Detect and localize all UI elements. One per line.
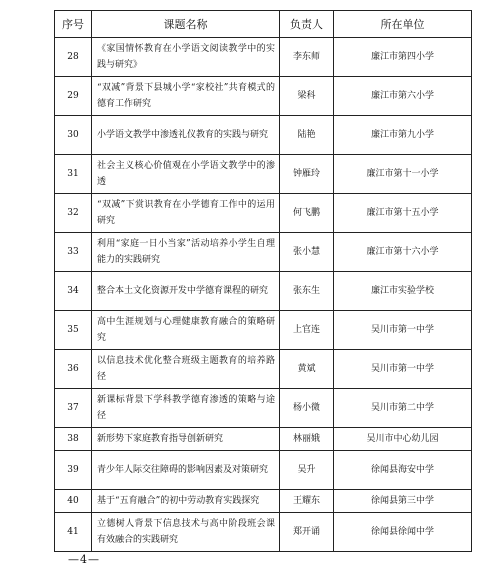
row-num: 37 bbox=[55, 389, 92, 428]
row-unit: 吴川市第一中学 bbox=[334, 311, 472, 350]
row-unit: 徐闻县海安中学 bbox=[334, 451, 472, 490]
row-title: 小学语文教学中渗透礼仪教育的实践与研究 bbox=[92, 116, 280, 155]
table-row bbox=[55, 116, 472, 155]
row-unit: 廉江市第六小学 bbox=[334, 77, 472, 116]
page-number: —4— bbox=[68, 553, 100, 566]
table-row bbox=[55, 233, 472, 272]
table-row bbox=[55, 77, 472, 116]
header-num: 序号 bbox=[55, 11, 92, 38]
table-row bbox=[55, 272, 472, 311]
row-person: 杨小微 bbox=[280, 389, 334, 428]
row-num: 31 bbox=[55, 155, 92, 194]
row-unit: 廉江市第十一小学 bbox=[334, 155, 472, 194]
table-row bbox=[55, 311, 472, 350]
row-num: 33 bbox=[55, 233, 92, 272]
row-unit: 吴川市第一中学 bbox=[334, 350, 472, 389]
header-person: 负责人 bbox=[280, 11, 334, 38]
row-title: 社会主义核心价值观在小学语文教学中的渗透 bbox=[92, 155, 280, 194]
row-unit: 吴川市中心幼儿园 bbox=[334, 428, 472, 451]
table-row bbox=[55, 490, 472, 513]
row-person: 林丽娥 bbox=[280, 428, 334, 451]
row-title: “双减”下赏识教育在小学德育工作中的运用研究 bbox=[92, 194, 280, 233]
row-num: 36 bbox=[55, 350, 92, 389]
row-num: 32 bbox=[55, 194, 92, 233]
row-num: 35 bbox=[55, 311, 92, 350]
table-row bbox=[55, 389, 472, 428]
row-unit: 吴川市第二中学 bbox=[334, 389, 472, 428]
row-person: 上官连 bbox=[280, 311, 334, 350]
table-row bbox=[55, 194, 472, 233]
row-unit: 廉江市第四小学 bbox=[334, 38, 472, 77]
row-title: 利用“家庭一日小当家”活动培养小学生自理能力的实践研究 bbox=[92, 233, 280, 272]
row-title: 立德树人背景下信息技术与高中阶段班会课有效融合的实践研究 bbox=[92, 513, 280, 552]
row-person: 吴升 bbox=[280, 451, 334, 490]
row-title: 《家国情怀教育在小学语文阅读教学中的实践与研究》 bbox=[92, 38, 280, 77]
research-topics-table bbox=[54, 10, 472, 552]
row-person: 何飞鹏 bbox=[280, 194, 334, 233]
row-person: 黄斌 bbox=[280, 350, 334, 389]
row-title: 整合本土文化资源开发中学德育课程的研究 bbox=[92, 272, 280, 311]
row-num: 29 bbox=[55, 77, 92, 116]
row-person: 钟雁玲 bbox=[280, 155, 334, 194]
row-unit: 廉江市第十五小学 bbox=[334, 194, 472, 233]
table-row bbox=[55, 428, 472, 451]
row-title: 青少年人际交往障碍的影响因素及对策研究 bbox=[92, 451, 280, 490]
row-num: 28 bbox=[55, 38, 92, 77]
row-title: 新课标背景下学科教学德育渗透的策略与途径 bbox=[92, 389, 280, 428]
row-unit: 徐闻县第三中学 bbox=[334, 490, 472, 513]
row-unit: 徐闻县徐闻中学 bbox=[334, 513, 472, 552]
row-num: 34 bbox=[55, 272, 92, 311]
row-num: 39 bbox=[55, 451, 92, 490]
document-page bbox=[54, 10, 471, 552]
row-person: 张东生 bbox=[280, 272, 334, 311]
row-person: 王耀东 bbox=[280, 490, 334, 513]
row-num: 40 bbox=[55, 490, 92, 513]
row-title: “双减”背景下县城小学“家校社”共育模式的德育工作研究 bbox=[92, 77, 280, 116]
row-person: 梁科 bbox=[280, 77, 334, 116]
table-row bbox=[55, 350, 472, 389]
row-person: 陆艳 bbox=[280, 116, 334, 155]
table-row bbox=[55, 451, 472, 490]
table-row bbox=[55, 155, 472, 194]
row-num: 38 bbox=[55, 428, 92, 451]
row-person: 张小慧 bbox=[280, 233, 334, 272]
row-unit: 廉江市第十六小学 bbox=[334, 233, 472, 272]
header-title: 课题名称 bbox=[92, 11, 280, 38]
header-unit: 所在单位 bbox=[334, 11, 472, 38]
row-unit: 廉江市第九小学 bbox=[334, 116, 472, 155]
row-person: 李东师 bbox=[280, 38, 334, 77]
row-unit: 廉江市实验学校 bbox=[334, 272, 472, 311]
row-num: 30 bbox=[55, 116, 92, 155]
row-title: 以信息技术优化整合班级主题教育的培养路径 bbox=[92, 350, 280, 389]
row-title: 新形势下家庭教育指导创新研究 bbox=[92, 428, 280, 451]
row-title: 高中生涯规划与心理健康教育融合的策略研究 bbox=[92, 311, 280, 350]
table-row bbox=[55, 38, 472, 77]
table-header-row bbox=[55, 11, 472, 38]
row-num: 41 bbox=[55, 513, 92, 552]
row-title: 基于“五育融合”的初中劳动教育实践探究 bbox=[92, 490, 280, 513]
table-row bbox=[55, 513, 472, 552]
row-person: 郑开诵 bbox=[280, 513, 334, 552]
